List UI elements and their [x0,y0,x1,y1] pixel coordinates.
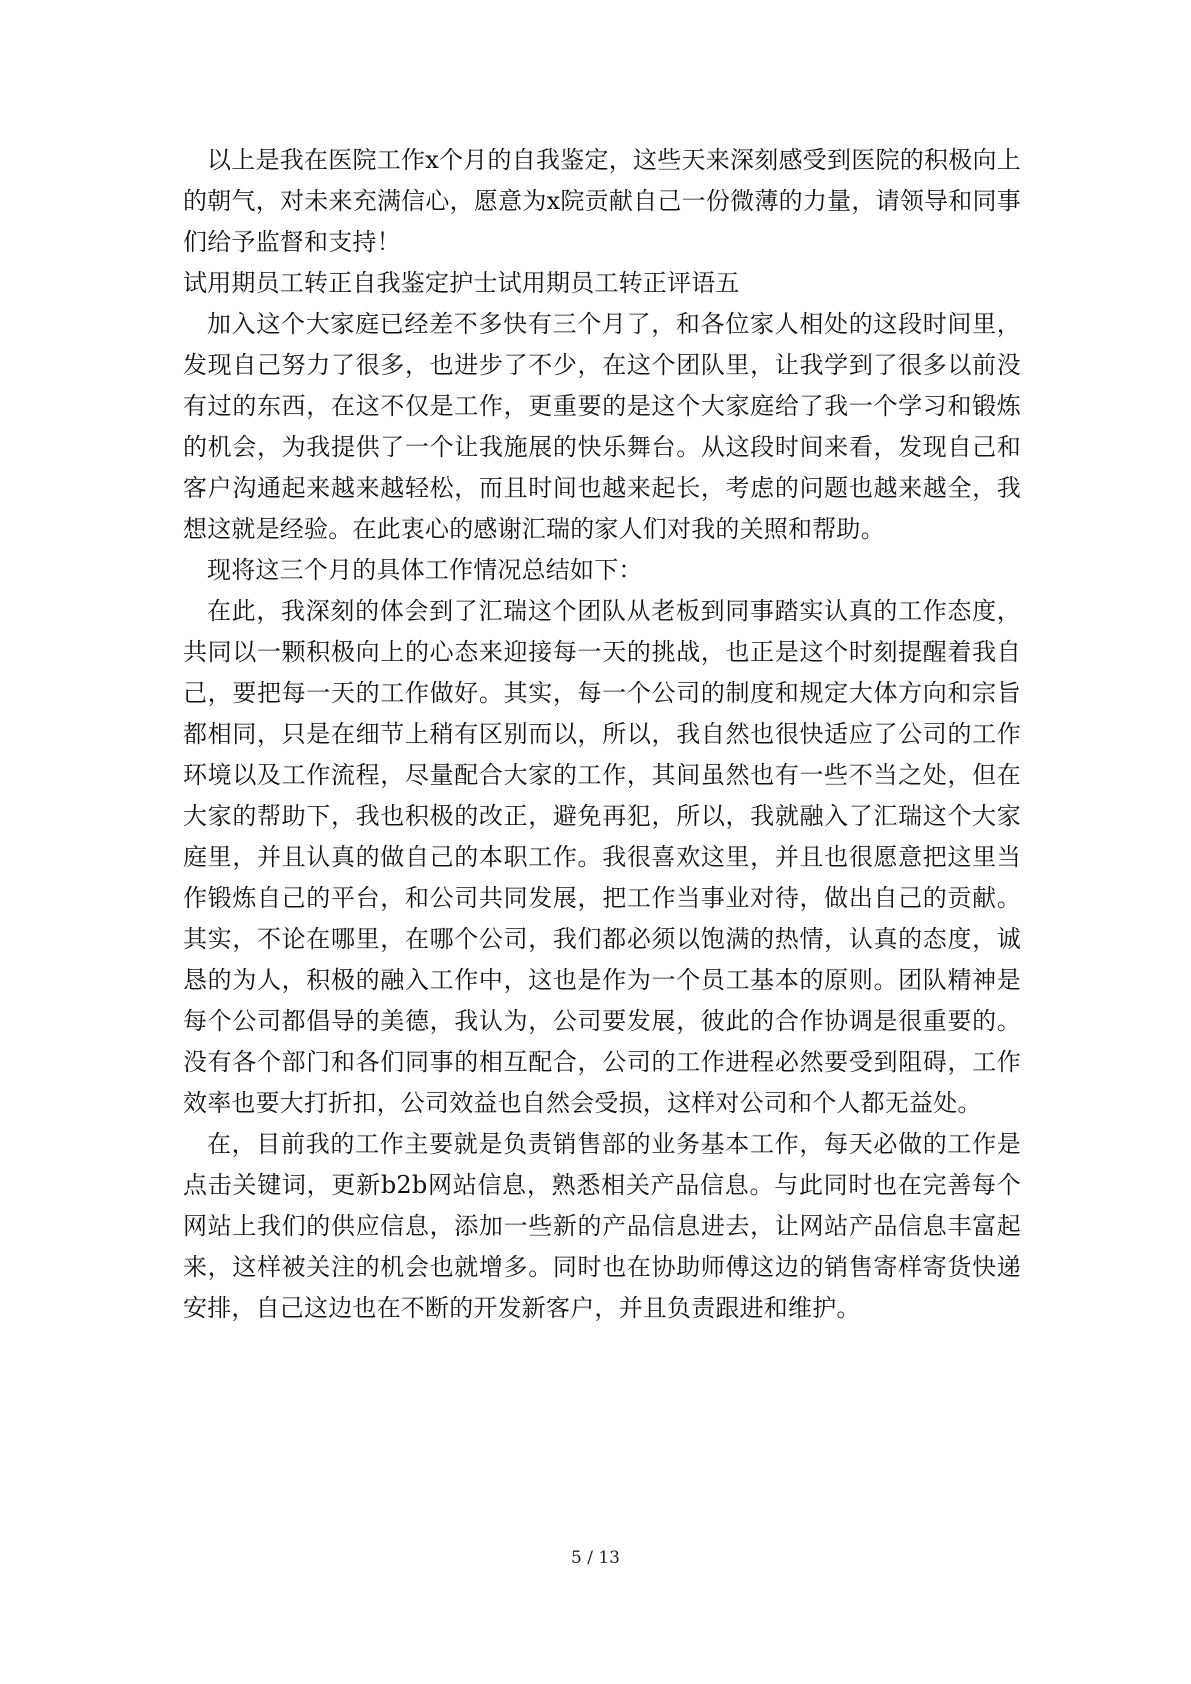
paragraph-current-work: 在，目前我的工作主要就是负责销售部的业务基本工作，每天必做的工作是点击关键词，更新b2b网站信息，熟悉相关产品信息。与此同时也在完善每个网站上我们的供应信息，添加一些新的产品信息进去，让网站产品信息丰富起来，这样被关注的机会也就增多。同时也在协助师傅这边的销售寄样寄货快递安排，自己这边也在不断的开发新客户，并且负责跟进和维护。 [183,1130,1021,1322]
paragraph-joining-team: 加入这个大家庭已经差不多快有三个月了，和各位家人相处的这段时间里，发现自己努力了很多，也进步了不少，在这个团队里，让我学到了很多以前没有过的东西，在这不仅是工作，更重要的是这个大家庭给了我一个学习和锻炼的机会，为我提供了一个让我施展的快乐舞台。从这段时间来看，发现自己和客户沟通起来越来越轻松，而且时间也越来起长，考虑的问题也越来越全，我想这就是经验。在此衷心的感谢汇瑞的家人们对我的关照和帮助。 [183,310,1021,543]
section-heading: 试用期员工转正自我鉴定护士试用期员工转正评语五 [183,269,740,297]
document-body [183,140,1021,1329]
page-number: 5 / 13 [571,1548,620,1568]
paragraph-summary-intro: 现将这三个月的具体工作情况总结如下： [207,556,643,584]
paragraph-team-attitude: 在此，我深刻的体会到了汇瑞这个团队从老板到同事踏实认真的工作态度，共同以一颗积极向上的心态来迎接每一天的挑战，也正是这个时刻提醒着我自己，要把每一天的工作做好。其实，每一个公司的制度和规定大体方向和宗旨都相同，只是在细节上稍有区别而以，所以，我自然也很快适应了公司的工作环境以及工作流程，尽量配合大家的工作，其间虽然也有一些不当之处，但在大家的帮助下，我也积极的改正，避免再犯，所以，我就融入了汇瑞这个大家庭里，并且认真的做自己的本职工作。我很喜欢这里，并且也很愿意把这里当作锻炼自己的平台，和公司共同发展，把工作当事业对待，做出自己的贡献。其实，不论在哪里，在哪个公司，我们都必须以饱满的热情，认真的态度，诚恳的为人，积极的融入工作中，这也是作为一个员工基本的原则。团队精神是每个公司都倡导的美德，我认为，公司要发展，彼此的合作协调是很重要的。没有各个部门和各们同事的相互配合，公司的工作进程必然要受到阻碍，工作效率也要大打折扣，公司效益也自然会受损，这样对公司和个人都无益处。 [183,597,1021,1117]
paragraph-self-assessment-conclusion: 以上是我在医院工作x个月的自我鉴定，这些天来深刻感受到医院的积极向上的朝气，对未来充满信心，愿意为x院贡献自己一份微薄的力量，请领导和同事们给予监督和支持！ [183,146,1021,256]
